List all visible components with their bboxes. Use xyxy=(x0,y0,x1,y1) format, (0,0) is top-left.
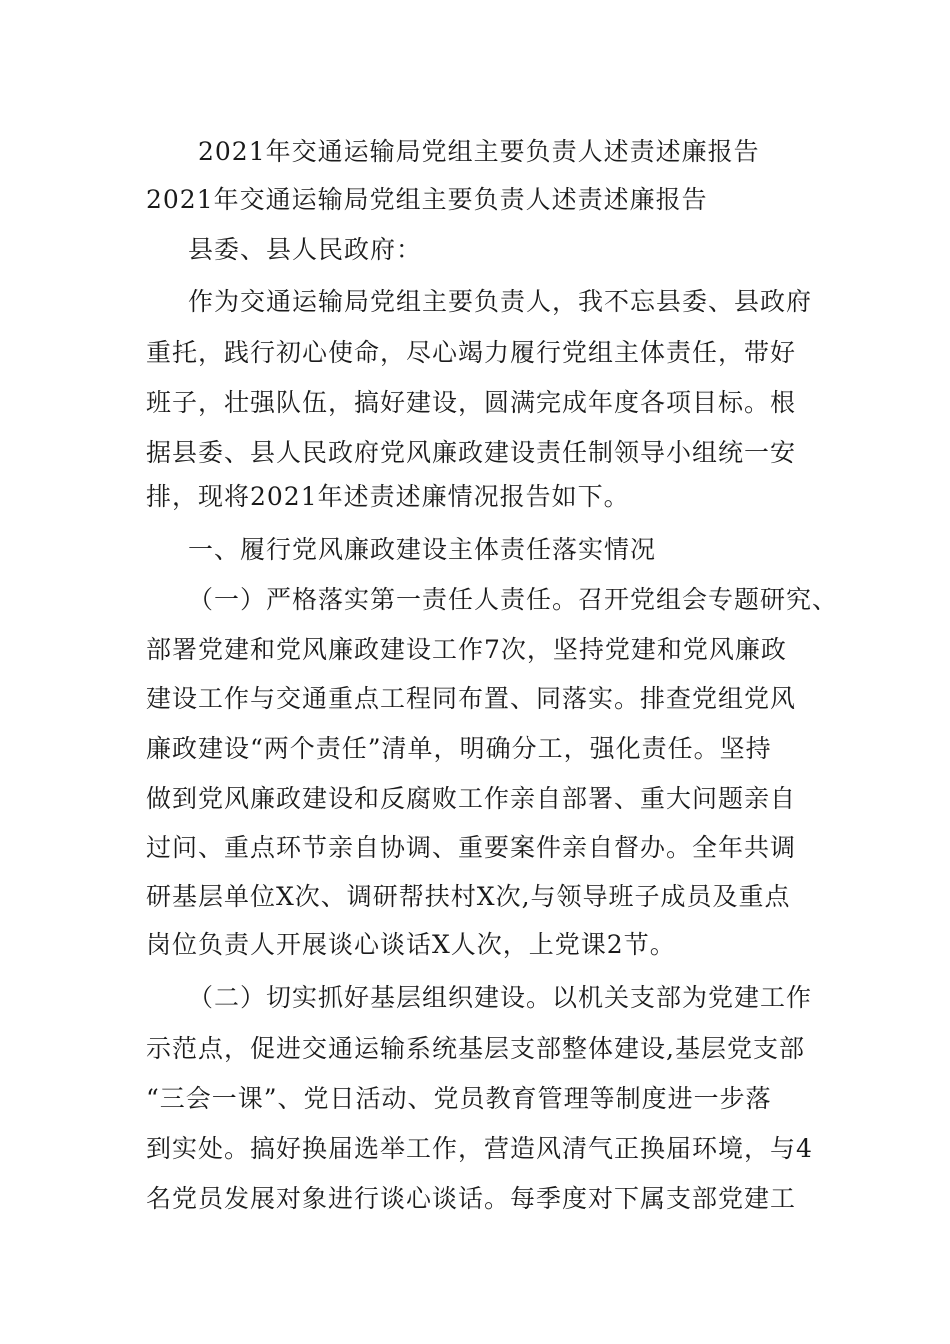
paragraph-line: （一）严格落实第一责任人责任。召开党组会专题研究、 xyxy=(188,585,839,614)
paragraph-line: “三会一课”、党日活动、党员教育管理等制度进一步落 xyxy=(146,1084,772,1113)
paragraph-line: 建设工作与交通重点工程同布置、同落实。排查党组党风 xyxy=(146,684,797,713)
paragraph-line: 作为交通运输局党组主要负责人，我不忘县委、县政府 xyxy=(188,287,813,316)
paragraph-line: 研基层单位X次、调研帮扶村X次,与领导班子成员及重点 xyxy=(146,882,791,911)
paragraph-line: 做到党风廉政建设和反腐败工作亲自部署、重大问题亲自 xyxy=(146,784,797,813)
paragraph-line: 名党员发展对象进行谈心谈话。每季度对下属支部党建工 xyxy=(146,1184,797,1213)
paragraph-line: 岗位负责人开展谈心谈话X人次，上党课2节。 xyxy=(146,930,676,959)
salutation: 县委、县人民政府： xyxy=(188,235,423,264)
document-subtitle: 2021年交通运输局党组主要负责人述责述廉报告 xyxy=(146,185,708,214)
paragraph-line: 廉政建设“两个责任”清单，明确分工，强化责任。坚持 xyxy=(146,734,772,763)
paragraph-line: 到实处。搞好换届选举工作，营造风清气正换届环境，与4 xyxy=(146,1134,813,1163)
paragraph-line: 部署党建和党风廉政建设工作7次，坚持党建和党风廉政 xyxy=(146,635,787,664)
document-title: 2021年交通运输局党组主要负责人述责述廉报告 xyxy=(198,137,760,166)
paragraph-line: 排，现将2021年述责述廉情况报告如下。 xyxy=(146,482,630,511)
paragraph-line: 据县委、县人民政府党风廉政建设责任制领导小组统一安 xyxy=(146,438,797,467)
paragraph-line: 示范点，促进交通运输系统基层支部整体建设,基层党支部 xyxy=(146,1034,805,1063)
paragraph-line: （二）切实抓好基层组织建设。以机关支部为党建工作 xyxy=(188,983,813,1012)
paragraph-line: 过问、重点环节亲自协调、重要案件亲自督办。全年共调 xyxy=(146,833,797,862)
paragraph-line: 重托，践行初心使命，尽心竭力履行党组主体责任，带好 xyxy=(146,338,797,367)
paragraph-line: 班子，壮强队伍，搞好建设，圆满完成年度各项目标。根 xyxy=(146,388,797,417)
section-heading: 一、履行党风廉政建设主体责任落实情况 xyxy=(188,535,657,564)
